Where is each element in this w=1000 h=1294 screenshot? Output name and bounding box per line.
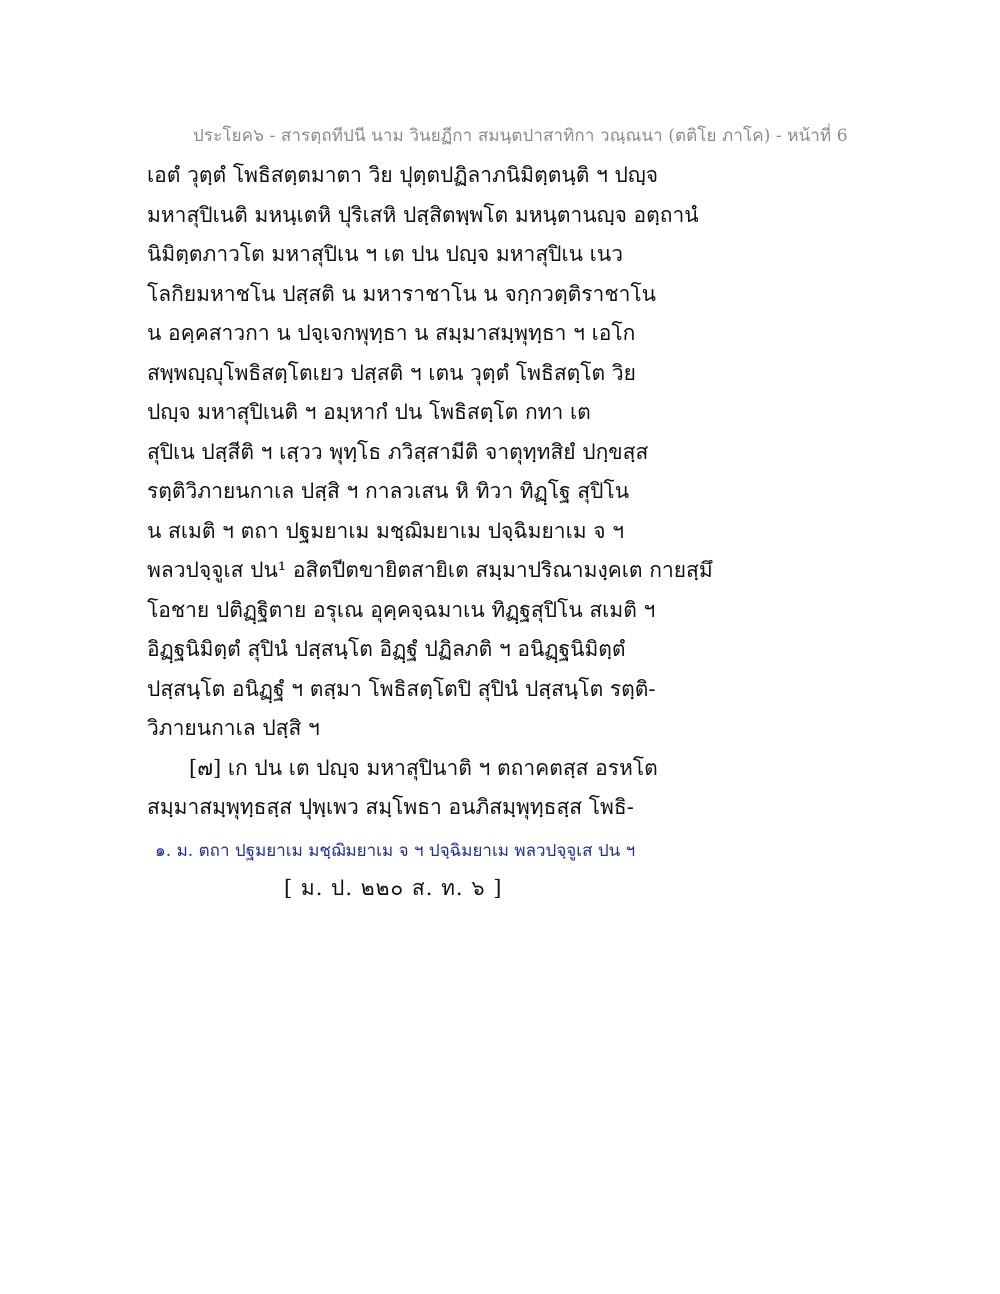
text-line: ปสฺสนฺโต อนิฏฺฐํ ฯ ตสฺมา โพธิสตฺโตปิ สุปินํ ปสฺสนฺโต รตฺติ- bbox=[147, 676, 656, 701]
text-line: พลวปจฺจูเส ปน¹ อสิตปีตขายิตสายิเต สมฺมาปริณามงฺคเต กายสฺมึ bbox=[147, 558, 713, 582]
body-text bbox=[147, 156, 713, 828]
text-line: วิภายนกาเล ปสฺสิ ฯ bbox=[147, 716, 320, 740]
text-line: เอตํ วุตฺตํ โพธิสตฺตมาตา วิย ปุตฺตปฏิลาภนิมิตฺตนฺติ ฯ ปญฺจ bbox=[147, 163, 659, 187]
running-header: ประโยค๖ - สารตฺถทีปนี นาม วินยฏีกา สมนฺตปาสาทิกา วณฺณนา (ตติโย ภาโค) - หน้าที่ 6 bbox=[193, 126, 848, 146]
text-line: โอชาย ปติฏฺฐิตาย อรุเณ อุคฺคจฺฉมาเน ทิฏฺฐสุปิโน สเมติ ฯ bbox=[147, 597, 656, 622]
text-line: นิมิตฺตภาวโต มหาสุปิเน ฯ เต ปน ปญฺจ มหาสุปิเน เนว bbox=[147, 242, 624, 266]
page-reference: [ ม. ป. ๒๒๐ ส. ท. ๖ ] bbox=[284, 876, 503, 900]
text-line: สุปิเน ปสฺสีติ ฯ เสฺวว พุทฺโธ ภวิสฺสามีติ จาตุทฺทสิยํ ปกฺขสฺส bbox=[147, 439, 649, 464]
text-line: อิฏฺฐนิมิตฺตํ สุปินํ ปสฺสนฺโต อิฏฺฐํ ปฏิลภติ ฯ อนิฏฺฐนิมิตฺตํ bbox=[147, 637, 626, 661]
text-line: โลกิยมหาชโน ปสฺสติ น มหาราชาโน น จกฺกวตฺติราชาโน bbox=[147, 281, 657, 306]
text-line: มหาสุปิเนติ มหนฺเตหิ ปุริเสหิ ปสฺสิตพฺพโต มหนฺตานญฺจ อตฺถานํ bbox=[147, 202, 699, 227]
footnote: ๑. ม. ตถา ปฐมยาเม มชฺฌิมยาเม จ ฯ ปจฺฉิมยาเม พลวปจฺจูเส ปน ฯ bbox=[155, 841, 636, 861]
text-line: สมฺมาสมฺพุทฺธสฺส ปุพฺเพว สมฺโพธา อนภิสมฺพุทฺธสฺส โพธิ- bbox=[147, 795, 634, 819]
paragraph-start-line: [๗] เก ปน เต ปญฺจ มหาสุปินาติ ฯ ตถาคตสฺส อรหโต bbox=[189, 755, 658, 780]
text-line: น สเมติ ฯ ตถา ปฐมยาเม มชฺฌิมยาเม ปจฺฉิมยาเม จ ฯ bbox=[147, 518, 625, 543]
text-line: ปญฺจ มหาสุปิเนติ ฯ อมฺหากํ ปน โพธิสตฺโต กทา เต bbox=[147, 400, 591, 424]
text-line: รตฺติวิภายนกาเล ปสฺสิ ฯ กาลวเสน หิ ทิวา ทิฏฺโฐ สุปิโน bbox=[147, 479, 630, 503]
text-line: สพฺพญฺญุโพธิสตฺโตเยว ปสฺสติ ฯ เตน วุตฺตํ โพธิสตฺโต วิย bbox=[147, 360, 636, 385]
text-line: น อคฺคสาวกา น ปจฺเจกพุทฺธา น สมฺมาสมฺพุทฺธา ฯ เอโก bbox=[147, 321, 636, 345]
